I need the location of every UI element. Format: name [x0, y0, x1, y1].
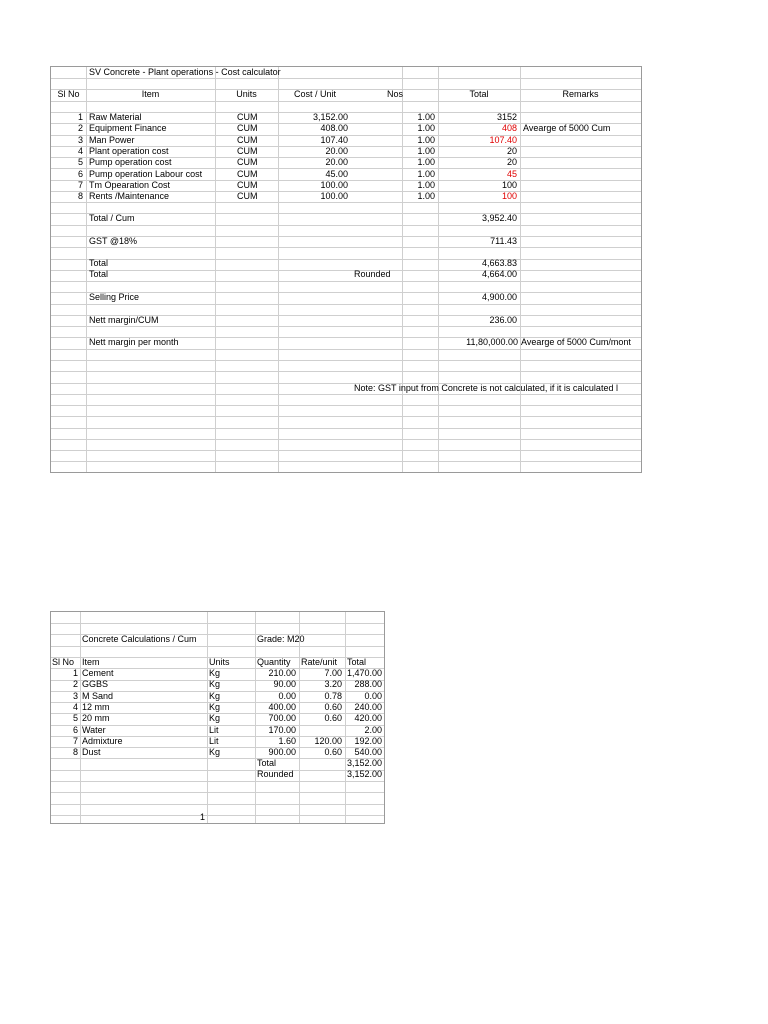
grid-row-line: [51, 259, 641, 260]
row-rate: 120.00: [314, 735, 342, 746]
header-sl-no: Sl No: [57, 89, 80, 99]
grid-row-line: [51, 270, 641, 271]
grid-row-line: [51, 281, 641, 282]
header-quantity: Quantity: [257, 657, 291, 667]
header-item: Item: [82, 657, 100, 667]
row-nos: 1.00: [417, 168, 435, 179]
total-value: 3,152.00: [346, 758, 382, 768]
row-sl-no: 4: [72, 701, 78, 712]
grid-row-line: [51, 450, 641, 451]
row-sl-no: 8: [72, 747, 78, 758]
row-total: 100: [501, 179, 517, 190]
row-nos: 1.00: [417, 112, 435, 122]
row-total: 1,470.00: [346, 668, 382, 678]
nett-margin-label: Nett margin/CUM: [89, 315, 159, 325]
grid-row-line: [51, 247, 641, 248]
concrete-calculation-sheet: [50, 611, 385, 824]
row-nos: 1.00: [417, 145, 435, 156]
grid-row-line: [51, 213, 641, 214]
header-item: Item: [141, 89, 160, 99]
row-units: Lit: [209, 724, 219, 735]
grid-row-line: [51, 623, 384, 624]
row-item: Raw Material: [89, 112, 142, 122]
row-item: Dust: [82, 747, 101, 758]
row-units: CUM: [237, 145, 258, 156]
row-sl-no: 5: [72, 713, 78, 724]
row-sl-no: 7: [72, 735, 78, 746]
header-total: Total: [469, 89, 489, 99]
sheet-title: Concrete Calculations / Cum: [82, 634, 197, 644]
row-rate: 3.20: [324, 679, 342, 690]
grid-row-line: [51, 758, 384, 759]
sheet-title: SV Concrete - Plant operations - Cost calculator: [89, 67, 281, 77]
gst-label: GST @18%: [89, 236, 137, 246]
row-total: 0.00: [364, 690, 382, 701]
row-total: 540.00: [354, 747, 382, 758]
total-cum-value: 3,952.40: [481, 213, 517, 223]
header-units: Units: [209, 657, 230, 667]
row-quantity: 210.00: [268, 668, 296, 678]
row-units: Kg: [209, 713, 221, 724]
nett-margin-value: 236.00: [489, 315, 517, 325]
row-total: 20: [506, 157, 517, 168]
row-units: Kg: [209, 747, 221, 758]
row-units: CUM: [237, 157, 258, 168]
grid-row-line: [51, 439, 641, 440]
row-nos: 1.00: [417, 191, 435, 202]
header-remarks: Remarks: [562, 89, 599, 99]
row-nos: 1.00: [417, 134, 435, 145]
row-item: Plant operation cost: [89, 145, 169, 156]
row-units: Lit: [209, 735, 219, 746]
row-rate: 7.00: [324, 668, 342, 678]
grid-row-line: [51, 815, 384, 816]
header-nos: Nos: [386, 89, 403, 99]
grid-row-line: [51, 78, 641, 79]
grid-row-line: [51, 646, 384, 647]
gst-value: 711.43: [490, 236, 517, 246]
row-nos: 1.00: [417, 157, 435, 168]
row-total: 288.00: [354, 679, 382, 690]
row-item: Water: [82, 724, 106, 735]
row-total: 240.00: [354, 701, 382, 712]
grid-row-line: [51, 236, 641, 237]
total-rounded-value: 4,664.00: [481, 269, 517, 279]
grid-row-line: [51, 101, 641, 102]
rounded-label: Rounded: [257, 769, 294, 779]
grid-row-line: [51, 781, 384, 782]
row-item: Tm Opearation Cost: [89, 179, 171, 190]
row-cost-unit: 20.00: [325, 145, 348, 156]
row-total: 192.00: [354, 735, 382, 746]
row-cost-unit: 3,152.00: [312, 112, 348, 122]
row-units: CUM: [237, 134, 258, 145]
total-cum-label: Total / Cum: [89, 213, 135, 223]
row-rate: 0.60: [324, 713, 342, 724]
total-label: Total: [257, 758, 277, 768]
selling-price-label: Selling Price: [89, 292, 140, 302]
grid-row-line: [51, 304, 641, 305]
row-rate: 0.78: [324, 690, 342, 701]
selling-price-value: 4,900.00: [481, 292, 517, 302]
grid-row-line: [51, 394, 641, 395]
row-quantity: 90.00: [273, 679, 296, 690]
margin-month-label: Nett margin per month: [89, 337, 179, 347]
row-item: GGBS: [82, 679, 109, 690]
row-total: 420.00: [354, 713, 382, 724]
row-quantity: 0.00: [278, 690, 296, 701]
row-item: 20 mm: [82, 713, 110, 724]
row-item: Equipment Finance: [89, 123, 167, 134]
margin-month-remark: Avearge of 5000 Cum/mont: [521, 337, 631, 347]
row-units: CUM: [237, 123, 258, 134]
rounded-label: Rounded: [354, 269, 391, 279]
row-units: Kg: [209, 679, 221, 690]
grid-row-line: [51, 461, 641, 462]
row-item: M Sand: [82, 690, 114, 701]
row-units: CUM: [237, 112, 258, 122]
margin-month-value: 11,80,000.00: [466, 337, 518, 347]
row-nos: 1.00: [417, 179, 435, 190]
row-item: Cement: [82, 668, 114, 678]
row-units: CUM: [237, 191, 258, 202]
row-nos: 1.00: [417, 123, 435, 134]
grid-row-line: [51, 770, 384, 771]
grid-row-line: [51, 371, 641, 372]
row-quantity: 400.00: [268, 701, 296, 712]
header-total: Total: [347, 657, 367, 667]
row-sl-no: 1: [72, 668, 78, 678]
row-units: CUM: [237, 179, 258, 190]
grid-row-line: [51, 405, 641, 406]
rounded-value: 3,152.00: [346, 769, 382, 779]
row-item: Admixture: [82, 735, 123, 746]
grid-row-line: [51, 792, 384, 793]
total-rounded-label: Total: [89, 269, 109, 279]
header-cost-unit: Cost / Unit: [293, 89, 336, 99]
row-cost-unit: 20.00: [325, 157, 348, 168]
row-sl-no: 5: [77, 157, 83, 168]
row-cost-unit: 107.40: [320, 134, 348, 145]
header-units: Units: [236, 89, 257, 99]
row-quantity: 700.00: [268, 713, 296, 724]
row-quantity: 170.00: [268, 724, 296, 735]
row-rate: 0.60: [324, 701, 342, 712]
row-cost-unit: 100.00: [320, 179, 348, 190]
grid-row-line: [51, 225, 641, 226]
row-item: 12 mm: [82, 701, 110, 712]
grid-row-line: [51, 804, 384, 805]
row-sl-no: 7: [77, 179, 83, 190]
grid-row-line: [51, 428, 641, 429]
row-units: Kg: [209, 668, 221, 678]
cost-calculator-sheet: [50, 66, 642, 473]
header-sl-no: Sl No: [52, 657, 75, 667]
row-cost-unit: 408.00: [320, 123, 348, 134]
row-sl-no: 8: [77, 191, 83, 202]
row-total: 45: [506, 168, 517, 179]
grade-label: Grade: M20: [257, 634, 305, 644]
total-value: 4,663.83: [481, 258, 517, 268]
row-item: Man Power: [89, 134, 135, 145]
row-total: 107.40: [489, 134, 517, 145]
grid-row-line: [51, 326, 641, 327]
row-total: 20: [506, 145, 517, 156]
page-number: 1: [199, 812, 205, 822]
row-units: Kg: [209, 690, 221, 701]
row-total: 3152: [496, 112, 517, 122]
grid-row-line: [51, 416, 641, 417]
header-rate: Rate/unit: [301, 657, 338, 667]
row-remarks: Avearge of 5000 Cum: [523, 123, 611, 134]
row-rate: 0.60: [324, 747, 342, 758]
row-cost-unit: 100.00: [320, 191, 348, 202]
row-sl-no: 2: [72, 679, 78, 690]
row-sl-no: 6: [77, 168, 83, 179]
grid-row-line: [51, 292, 641, 293]
row-sl-no: 1: [77, 112, 83, 122]
gst-note: Note: GST input from Concrete is not calculated, if it is calculated l: [354, 383, 618, 393]
row-item: Pump operation Labour cost: [89, 168, 203, 179]
row-sl-no: 3: [72, 690, 78, 701]
row-item: Pump operation cost: [89, 157, 172, 168]
row-quantity: 900.00: [268, 747, 296, 758]
grid-row-line: [51, 202, 641, 203]
row-sl-no: 6: [72, 724, 78, 735]
row-units: CUM: [237, 168, 258, 179]
row-total: 100: [501, 191, 517, 202]
row-total: 2.00: [364, 724, 382, 735]
row-total: 408: [501, 123, 517, 134]
row-sl-no: 4: [77, 145, 83, 156]
row-sl-no: 3: [77, 134, 83, 145]
row-units: Kg: [209, 701, 221, 712]
grid-row-line: [51, 349, 641, 350]
row-cost-unit: 45.00: [325, 168, 348, 179]
row-sl-no: 2: [77, 123, 83, 134]
total-label: Total: [89, 258, 109, 268]
row-item: Rents /Maintenance: [89, 191, 170, 202]
row-quantity: 1.60: [278, 735, 296, 746]
grid-row-line: [51, 360, 641, 361]
